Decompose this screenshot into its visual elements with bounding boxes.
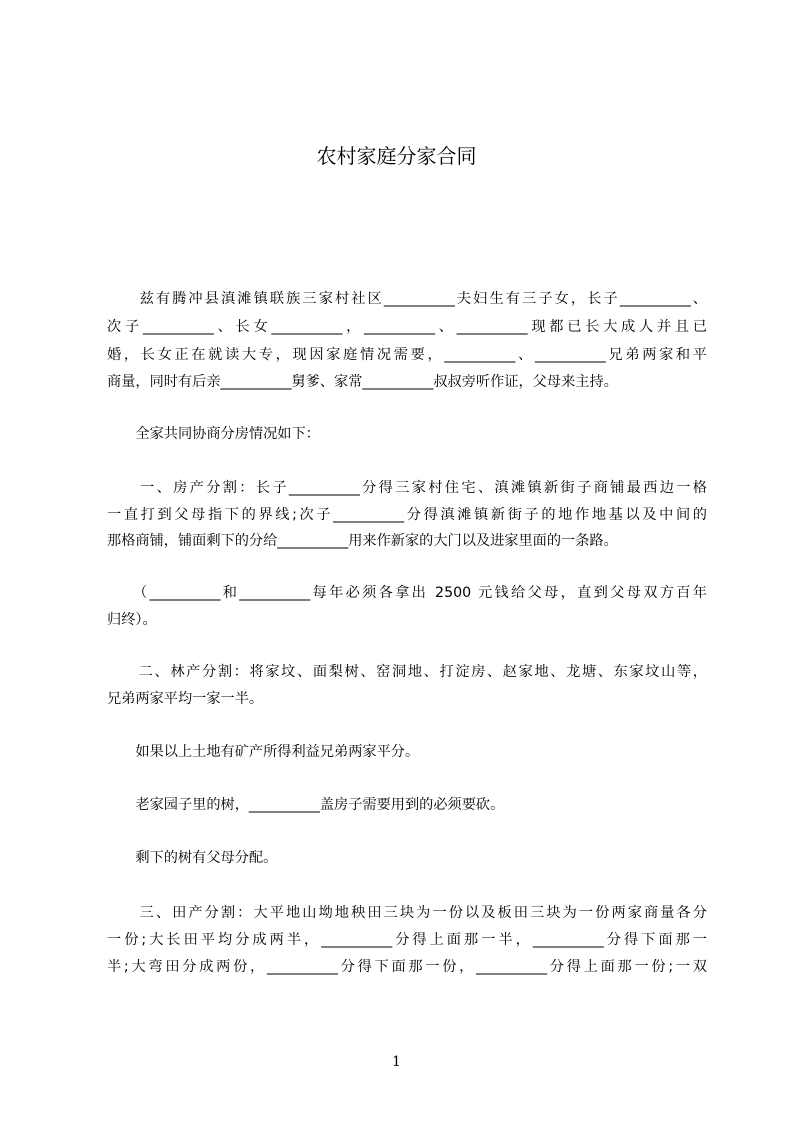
paragraph-line: 老家园子里的树，__________盖房子需要用到的必须要砍。 bbox=[107, 797, 505, 813]
paragraph-line: 婚，长女正在就读大专，现因家庭情况需要，__________、__________兄弟两家和平 bbox=[107, 347, 707, 363]
paragraph-line: 半;大弯田分成两份，__________分得下面那一份，__________分得上面那一份;一双 bbox=[107, 959, 707, 975]
paragraph-line: 三、田产分割：大平地山坳地秧田三块为一份以及板田三块为一份两家商量各分 bbox=[107, 905, 707, 921]
paragraph-line: 一份;大长田平均分成两半，__________分得上面那一半，__________分得下面那一 bbox=[107, 932, 707, 948]
paragraph-line: 兹有腾冲县滇滩镇联族三家村社区__________夫妇生有三子女，长子__________、 bbox=[107, 291, 707, 307]
paragraph-line: 全家共同协商分房情况如下： bbox=[107, 426, 320, 442]
paragraph-line: 如果以上土地有矿产所得利益兄弟两家平分。 bbox=[107, 744, 420, 760]
paragraph-line: （__________和__________每年必须各拿出 2500 元钱给父母，直到父母双方百年 bbox=[107, 585, 707, 601]
paragraph-line: 次子__________、长女__________，__________、__________现都已长大成人并且已 bbox=[107, 319, 707, 335]
page-number: 1 bbox=[392, 1054, 401, 1070]
paragraph-line: 二、林产分割：将家坟、面梨树、窑洞地、打淀房、赵家地、龙塘、东家坟山等， bbox=[107, 664, 707, 680]
paragraph-line: 那格商铺，铺面剩下的分给__________用来作新家的大门以及进家里面的一条路。 bbox=[107, 533, 618, 549]
paragraph-line: 兄弟两家平均一家一半。 bbox=[107, 691, 264, 707]
paragraph-line: 剩下的树有父母分配。 bbox=[107, 850, 278, 866]
paragraph-line: 一、房产分割：长子__________分得三家村住宅、滇滩镇新街子商铺最西边一格 bbox=[107, 480, 707, 496]
paragraph-line: 一直打到父母指下的界线;次子__________分得滇滩镇新街子的地作地基以及中间的 bbox=[107, 507, 707, 523]
paragraph-line: 归终）。 bbox=[107, 612, 157, 628]
paragraph-line: 商量，同时有后亲__________舅爹、家常__________叔叔旁听作证，父母来主持。 bbox=[107, 374, 618, 390]
document-title: 农村家庭分家合同 bbox=[316, 144, 477, 168]
